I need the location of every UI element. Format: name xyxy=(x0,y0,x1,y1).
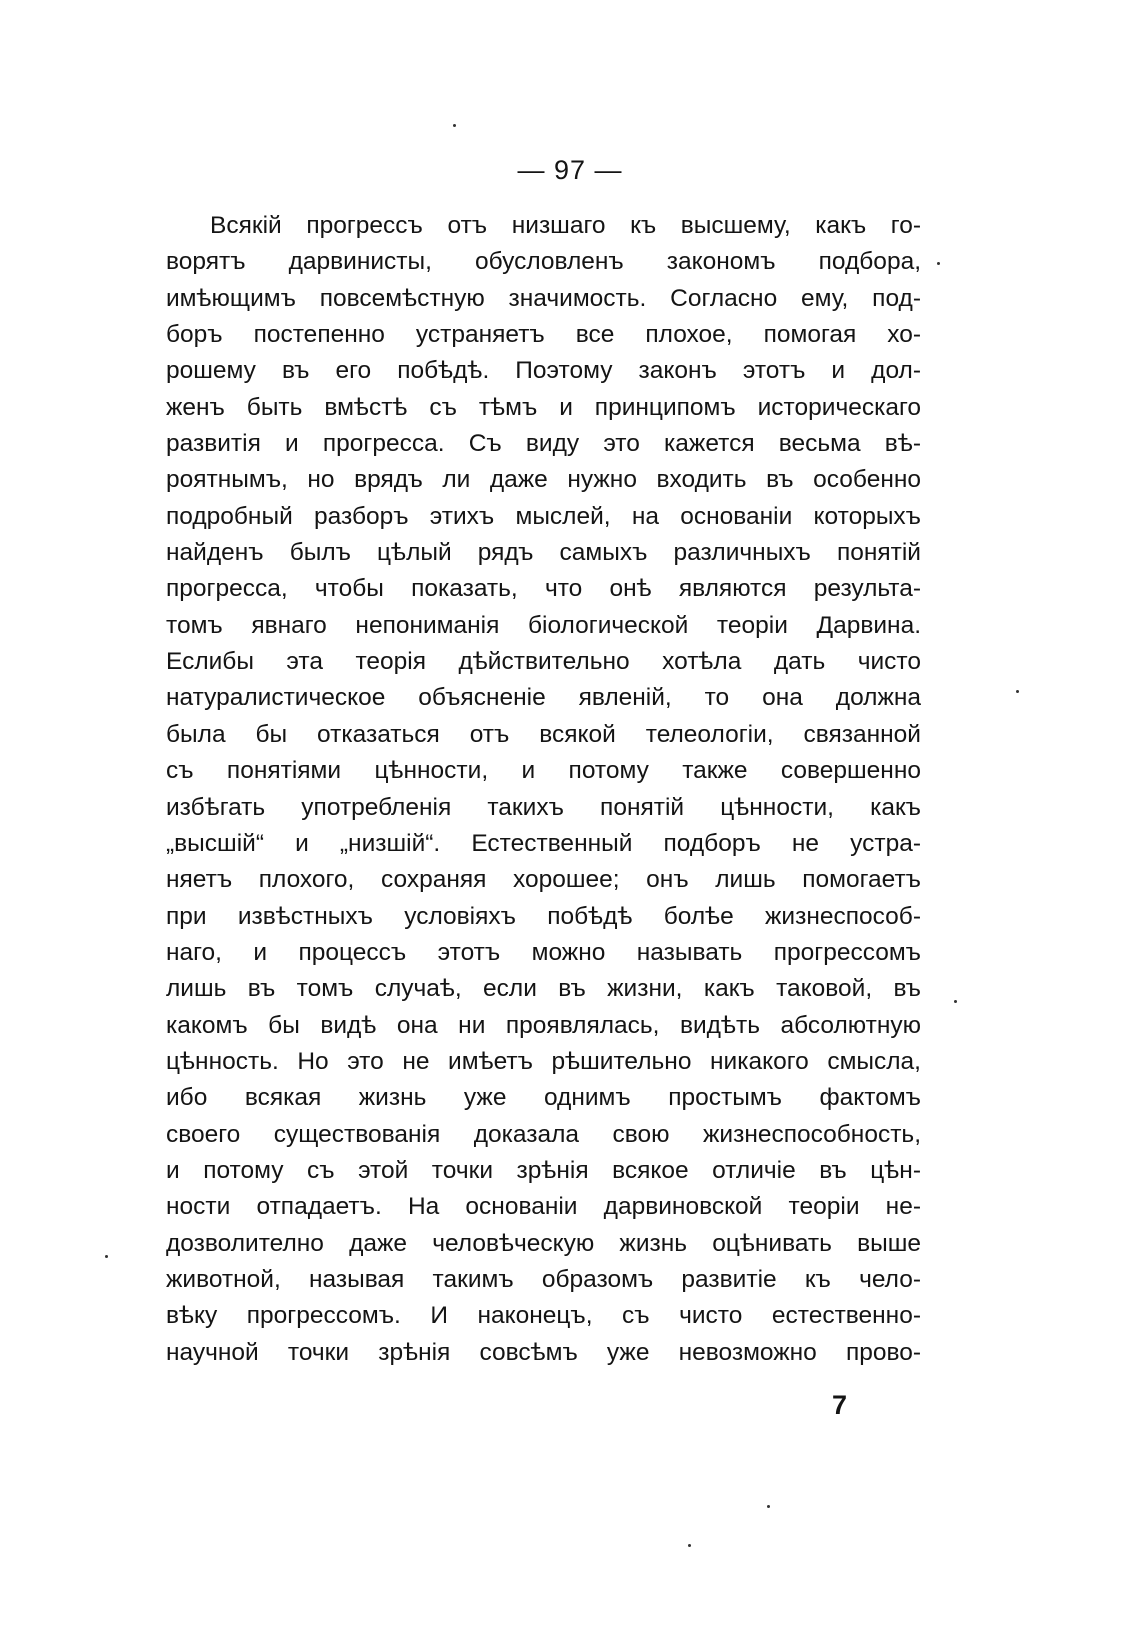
text-line: какомъ бы видѣ она ни проявлялась, видѣть абсолютную xyxy=(166,1011,921,1039)
text-line: при извѣстныхъ условіяхъ побѣдѣ болѣе жизнеспособ- xyxy=(166,902,921,930)
text-line: наго, и процессъ этотъ можно называть прогрессомъ xyxy=(166,938,921,966)
print-speck xyxy=(105,1255,108,1258)
signature-mark: 7 xyxy=(832,1390,848,1420)
text-line: женъ быть вмѣстѣ съ тѣмъ и принципомъ историческаго xyxy=(166,393,921,421)
page-number: — 97 — xyxy=(517,155,623,185)
text-line: томъ явнаго непониманія біологической теоріи Дарвина. xyxy=(166,611,921,639)
text-line: и потому съ этой точки зрѣнія всякое отличіе въ цѣн- xyxy=(166,1156,921,1184)
text-line: дозволително даже человѣческую жизнь оцѣнивать выше xyxy=(166,1229,921,1257)
text-line: была бы отказаться отъ всякой телеологіи, связанной xyxy=(166,720,921,748)
text-line: своего существованія доказала свою жизнеспособность, xyxy=(166,1120,921,1148)
text-line: лишь въ томъ случаѣ, если въ жизни, какъ таковой, въ xyxy=(166,975,921,1003)
text-line: Еслибы эта теорія дѣйствительно хотѣла дать чисто xyxy=(166,648,921,676)
text-line: Всякій прогрессъ отъ низшаго къ высшему, какъ го- xyxy=(210,212,921,239)
text-line: найденъ былъ цѣлый рядъ самыхъ различныхъ понятій xyxy=(166,539,921,567)
text-line: подробный разборъ этихъ мыслей, на основаніи которыхъ xyxy=(166,502,921,530)
print-speck xyxy=(954,1000,957,1003)
text-line: избѣгать употребленія такихъ понятій цѣнности, какъ xyxy=(166,793,921,821)
text-line: ности отпадаетъ. На основаніи дарвиновской теоріи не- xyxy=(166,1193,921,1221)
print-speck xyxy=(453,124,456,127)
text-line: прогресса, чтобы показать, что онѣ являются результа- xyxy=(166,575,921,603)
text-line: рошему въ его побѣдѣ. Поэтому законъ этотъ и дол- xyxy=(166,357,921,385)
text-line: натуралистическое объясненіе явленій, то она должна xyxy=(166,684,921,712)
text-line: роятнымъ, но врядъ ли даже нужно входить въ особенно xyxy=(166,466,921,494)
text-line: ворятъ дарвинисты, обусловленъ закономъ подбора, xyxy=(166,248,921,276)
print-speck xyxy=(767,1505,770,1508)
text-line: вѣку прогрессомъ. И наконецъ, съ чисто естественно- xyxy=(166,1302,921,1330)
text-line: „высшій“ и „низшій“. Естественный подборъ не устра- xyxy=(166,829,921,857)
text-line: научной точки зрѣнія совсѣмъ уже невозможно прово- xyxy=(166,1338,921,1366)
print-speck xyxy=(937,262,940,265)
text-line: съ понятіями цѣнности, и потому также совершенно xyxy=(166,757,921,785)
body-text xyxy=(166,208,921,1371)
text-line: развитія и прогресса. Съ виду это кажется весьма вѣ- xyxy=(166,430,921,458)
text-line: боръ постепенно устраняетъ все плохое, помогая хо- xyxy=(166,321,921,349)
text-line: животной, называя такимъ образомъ развитіе къ чело- xyxy=(166,1265,921,1293)
text-line: имѣющимъ повсемѣстную значимость. Согласно ему, под- xyxy=(166,284,921,312)
text-line: цѣнность. Но это не имѣетъ рѣшительно никакого смысла, xyxy=(166,1047,921,1075)
print-speck xyxy=(1016,690,1019,693)
text-line: няетъ плохого, сохраняя хорошее; онъ лишь помогаетъ xyxy=(166,866,921,894)
print-speck xyxy=(688,1544,691,1547)
text-line: ибо всякая жизнь уже однимъ простымъ фактомъ xyxy=(166,1084,921,1112)
